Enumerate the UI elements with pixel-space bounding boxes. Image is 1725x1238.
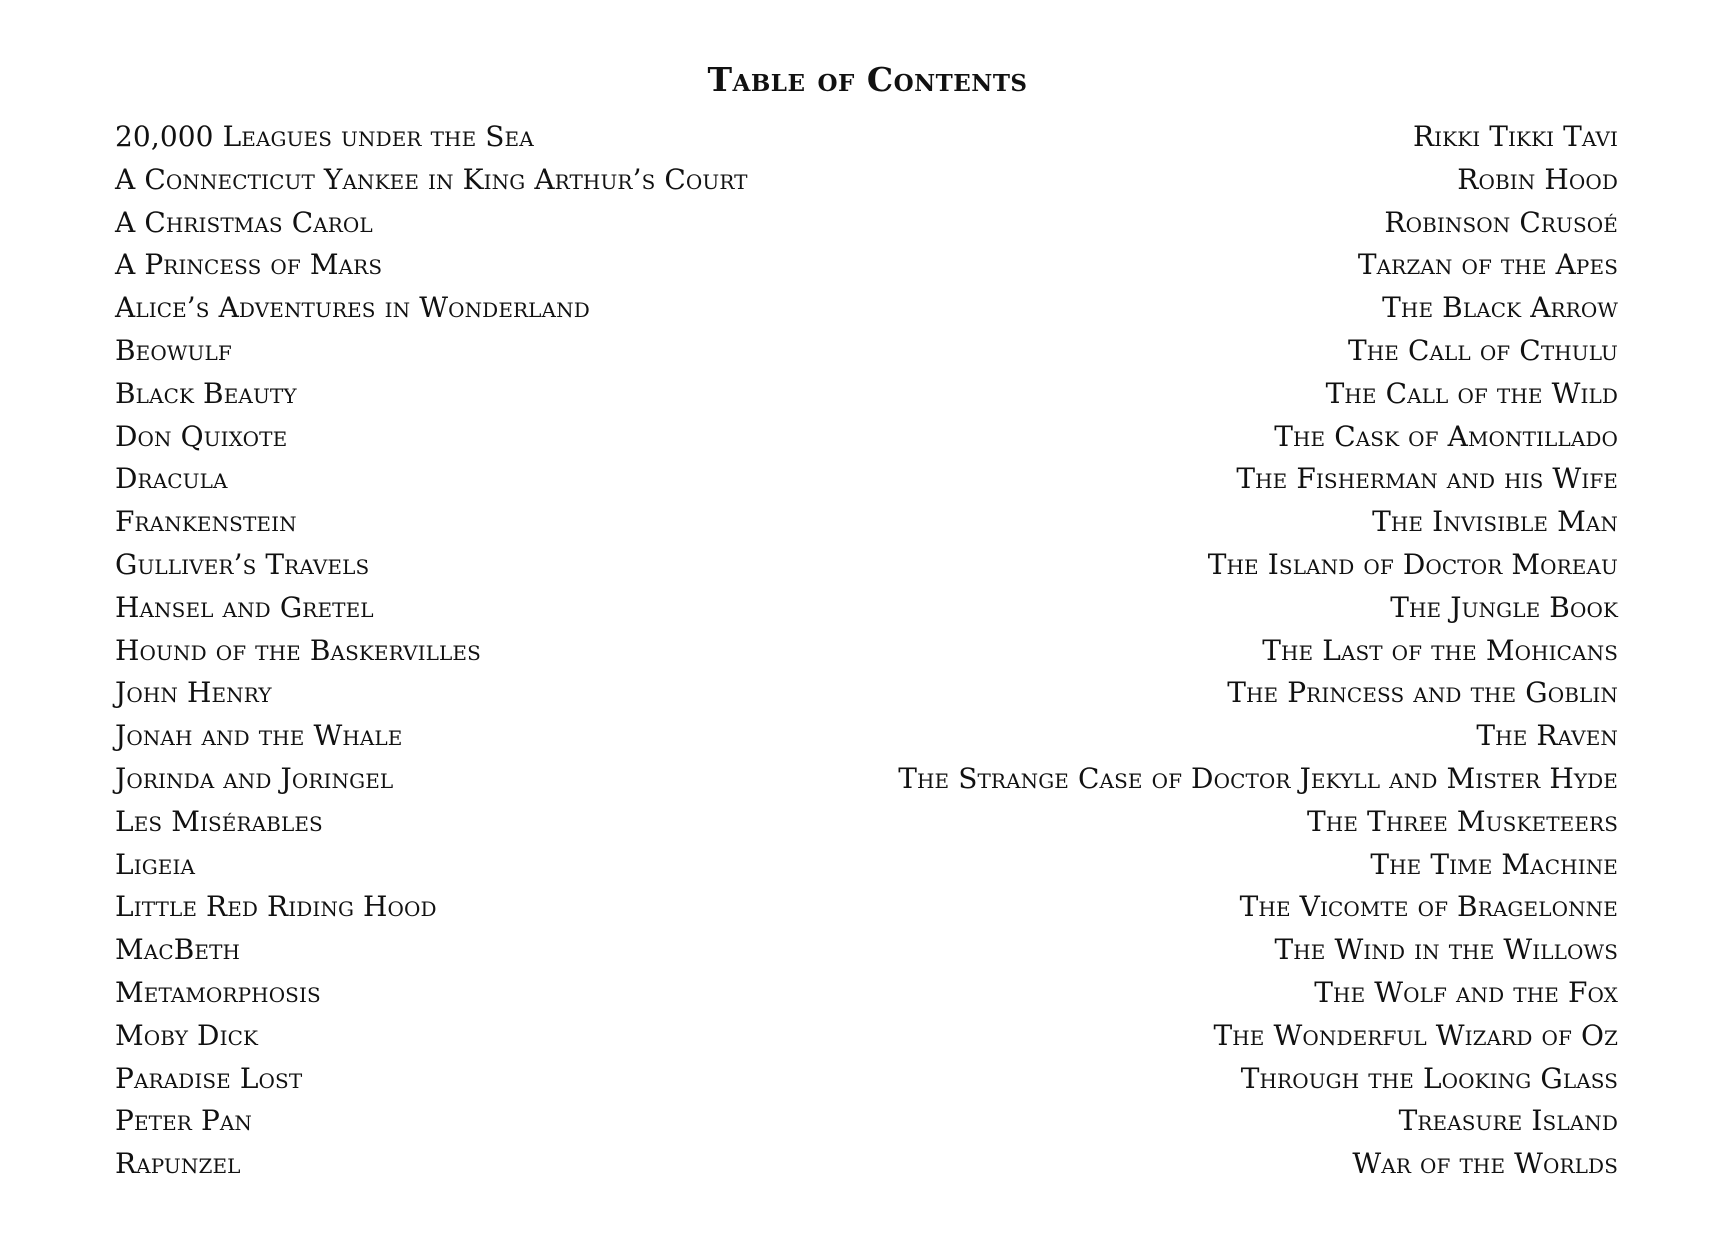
toc-entry: The Raven <box>1476 719 1618 753</box>
toc-entry: Hansel and Gretel <box>115 590 374 624</box>
toc-entry: The Fisherman and his Wife <box>1236 462 1618 496</box>
toc-entry: John Henry <box>115 676 272 710</box>
toc-entry: Little Red Riding Hood <box>115 890 437 924</box>
toc-entry: The Three Musketeers <box>1307 804 1618 838</box>
toc-entry: Hound of the Baskervilles <box>115 633 481 667</box>
toc-entry: Les Misérables <box>115 804 323 838</box>
toc-entry: Moby Dick <box>115 1018 259 1052</box>
toc-entry: The Strange Case of Doctor Jekyll and Mister Hyde <box>898 761 1618 795</box>
toc-entry: Ligeia <box>115 847 196 881</box>
toc-entry: The Island of Doctor Moreau <box>1207 547 1618 581</box>
toc-entry: Dracula <box>115 462 228 496</box>
toc-entry: Paradise Lost <box>115 1061 303 1095</box>
toc-entry: 20,000 Leagues under the Sea <box>115 120 534 153</box>
toc-entry: Rapunzel <box>115 1147 241 1181</box>
toc-entry: Robin Hood <box>1457 162 1618 196</box>
toc-entry: The Invisible Man <box>1372 505 1618 539</box>
toc-entry: The Wolf and the Fox <box>1314 975 1618 1009</box>
toc-entry: Metamorphosis <box>115 975 321 1009</box>
page-title: Table of Contents <box>707 60 1028 100</box>
toc-entry: Jonah and the Whale <box>115 719 403 753</box>
toc-right-column <box>758 116 1618 1186</box>
toc-entry: Peter Pan <box>115 1104 253 1138</box>
toc-entry: Tarzan of the Apes <box>1357 248 1618 282</box>
toc-entry: Beowulf <box>115 333 232 367</box>
toc-entry: Frankenstein <box>115 505 297 539</box>
toc-entry: The Call of Cthulu <box>1347 333 1618 367</box>
toc-entry: MacBeth <box>115 933 241 967</box>
toc-entry: The Time Machine <box>1370 847 1618 881</box>
toc-entry: A Christmas Carol <box>115 205 373 239</box>
toc-entry: Treasure Island <box>1398 1104 1618 1138</box>
toc-entry: Robinson Crusoé <box>1384 205 1618 239</box>
toc-entry: The Wind in the Willows <box>1274 933 1618 967</box>
toc-entry: Gulliver’s Travels <box>115 547 370 581</box>
toc-entry: The Last of the Mohicans <box>1262 633 1618 667</box>
toc-entry: War of the Worlds <box>1352 1147 1618 1181</box>
toc-entry: Through the Looking Glass <box>1240 1061 1618 1095</box>
toc-entry: Alice’s Adventures in Wonderland <box>115 291 590 325</box>
toc-entry: The Black Arrow <box>1382 291 1618 325</box>
toc-entry: The Vicomte of Bragelonne <box>1239 890 1618 924</box>
toc-entry: The Cask of Amontillado <box>1274 419 1618 453</box>
toc-entry: The Call of the Wild <box>1325 376 1618 410</box>
toc-entry: Black Beauty <box>115 376 297 410</box>
toc-entry: The Wonderful Wizard of Oz <box>1213 1018 1618 1052</box>
toc-entry: The Jungle Book <box>1390 590 1618 624</box>
toc-entry: Jorinda and Joringel <box>115 761 394 795</box>
toc-entry: The Princess and the Goblin <box>1227 676 1618 710</box>
toc-entry: Rikki Tikki Tavi <box>1413 120 1618 153</box>
toc-entry: A Princess of Mars <box>115 248 383 282</box>
toc-entry: Don Quixote <box>115 419 288 453</box>
toc-entry: A Connecticut Yankee in King Arthur’s Court <box>115 162 748 196</box>
